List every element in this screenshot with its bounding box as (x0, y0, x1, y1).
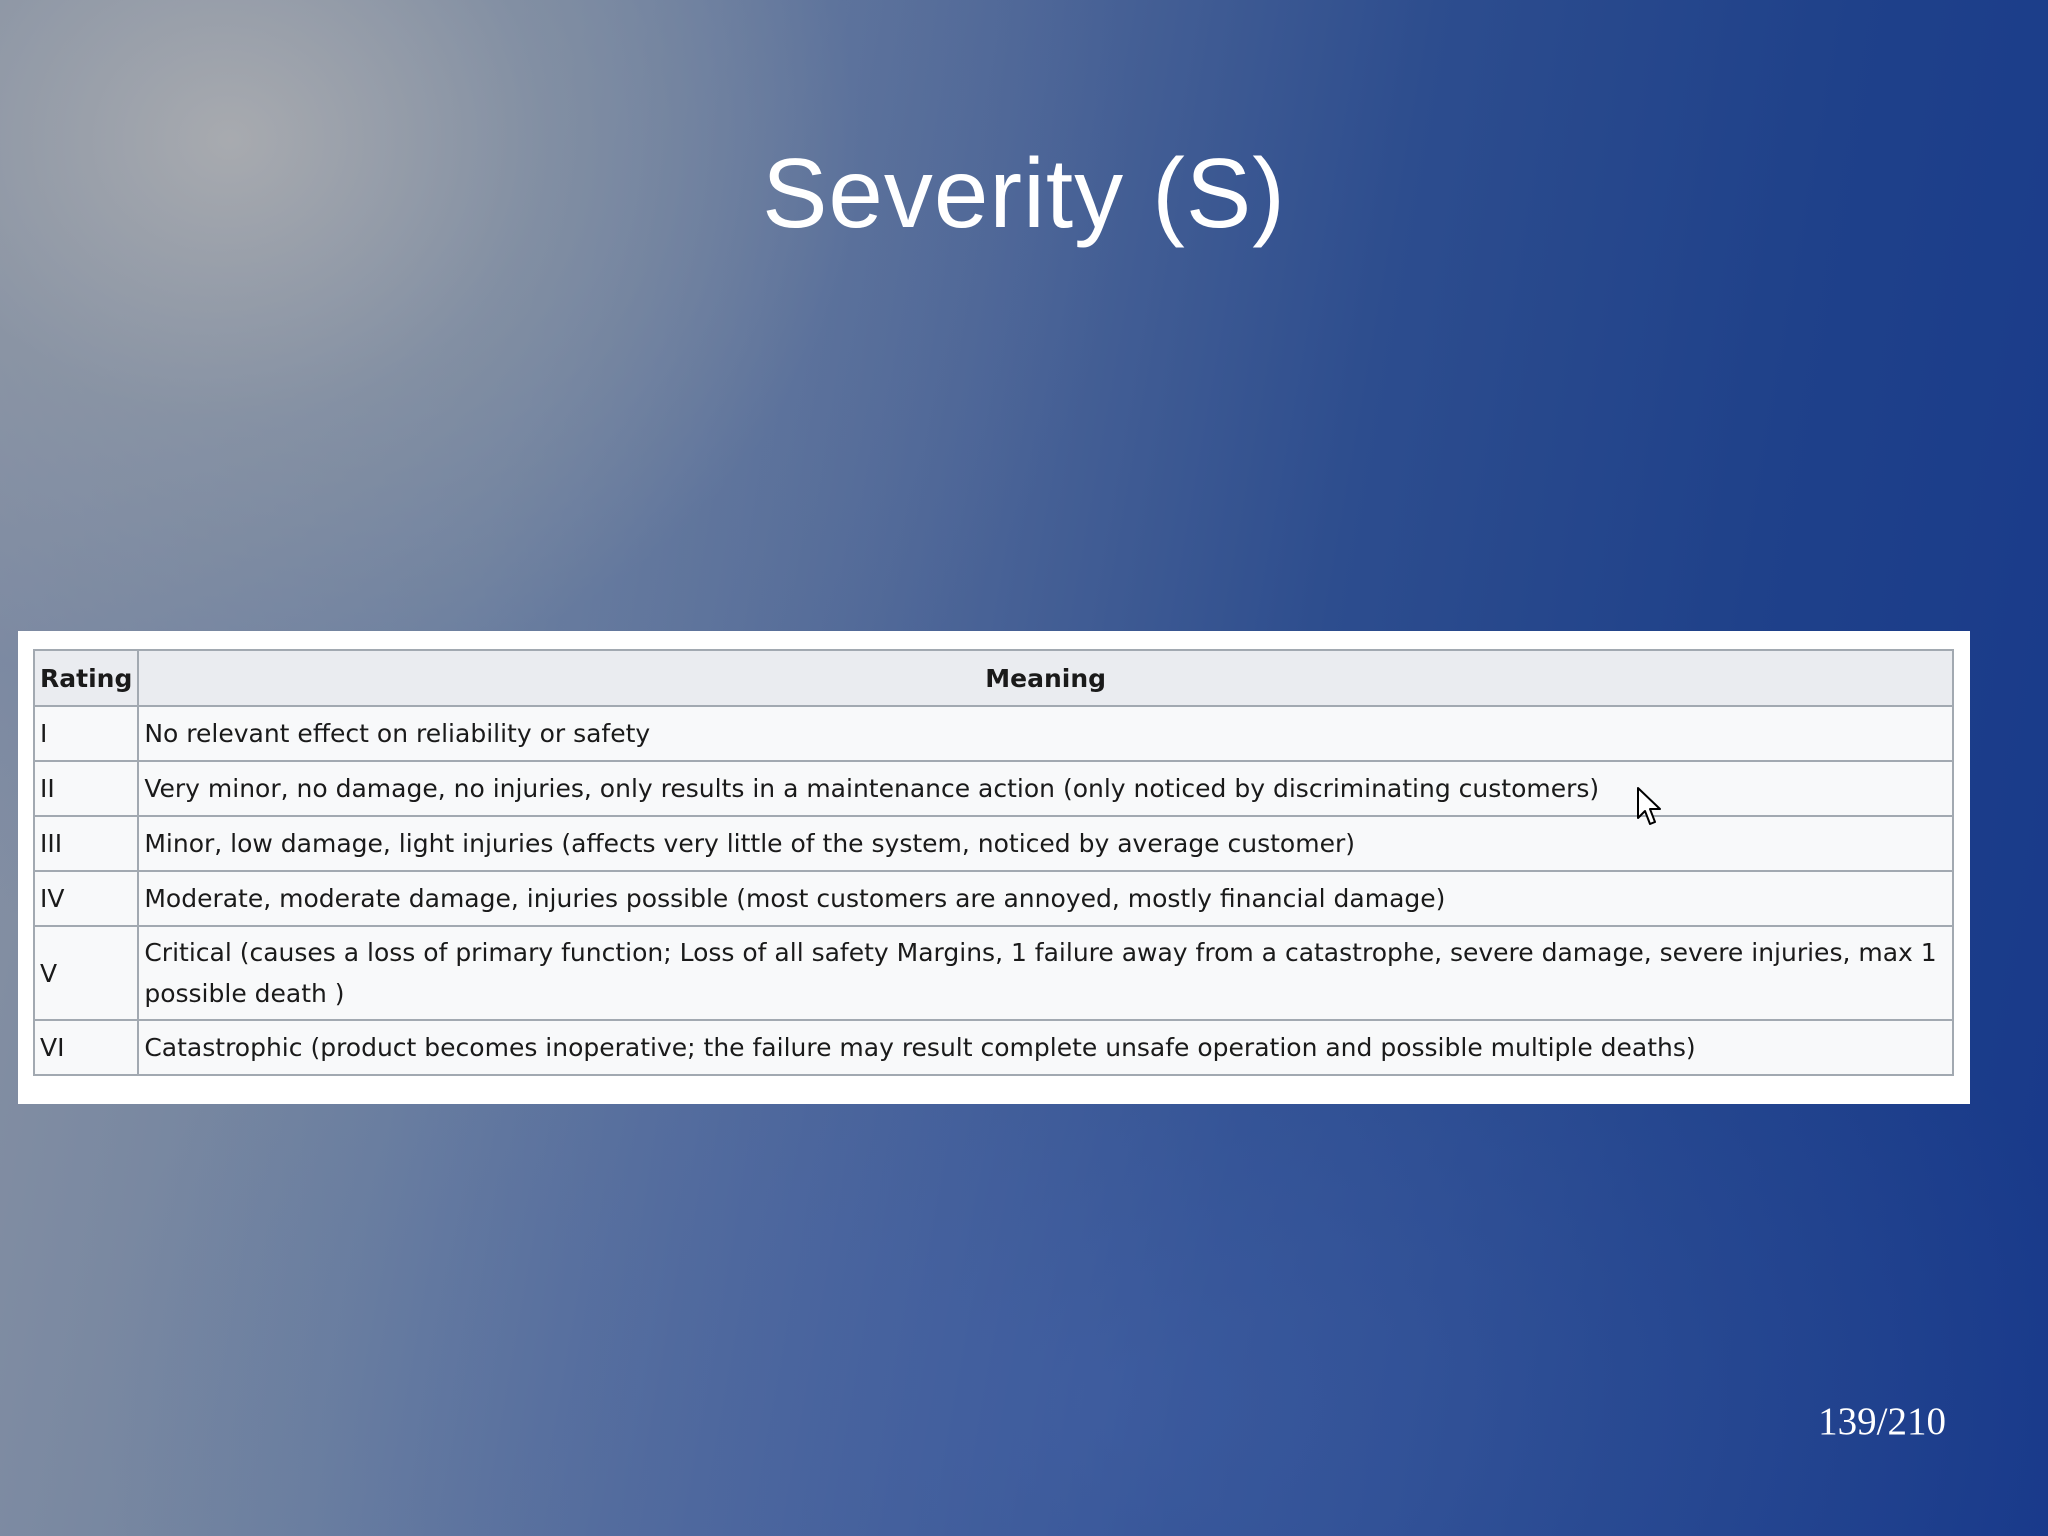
meaning-cell: Critical (causes a loss of primary function; Loss of all safety Margins, 1 failure away from a catastrophe, severe damage, severe injuries, max 1 possible death ) (138, 926, 1953, 1020)
slide-page-number: 139/210 (1818, 1400, 1946, 1443)
meaning-cell: Minor, low damage, light injuries (affects very little of the system, noticed by average customer) (138, 816, 1953, 871)
table-header-row (34, 650, 1953, 706)
rating-cell: I (34, 706, 138, 761)
meaning-column-header: Meaning (138, 650, 1953, 706)
rating-cell: IV (34, 871, 138, 926)
meaning-cell: Catastrophic (product becomes inoperative; the failure may result complete unsafe operation and possible multiple deaths) (138, 1020, 1953, 1075)
rating-cell: V (34, 926, 138, 1020)
table-row (34, 871, 1953, 926)
table-row (34, 816, 1953, 871)
rating-cell: III (34, 816, 138, 871)
table-row (34, 761, 1953, 816)
meaning-cell: Moderate, moderate damage, injuries possible (most customers are annoyed, mostly financial damage) (138, 871, 1953, 926)
table-row (34, 1020, 1953, 1075)
table-row (34, 706, 1953, 761)
mouse-pointer-icon (1636, 786, 1662, 828)
slide-title: Severity (S) (762, 138, 1286, 248)
severity-rating-table (33, 649, 1954, 1076)
rating-column-header: Rating (34, 650, 138, 706)
meaning-cell: Very minor, no damage, no injuries, only results in a maintenance action (only noticed by discriminating customers) (138, 761, 1953, 816)
table-row (34, 926, 1953, 1020)
rating-cell: II (34, 761, 138, 816)
meaning-cell: No relevant effect on reliability or safety (138, 706, 1953, 761)
rating-cell: VI (34, 1020, 138, 1075)
severity-table-panel (18, 631, 1970, 1104)
